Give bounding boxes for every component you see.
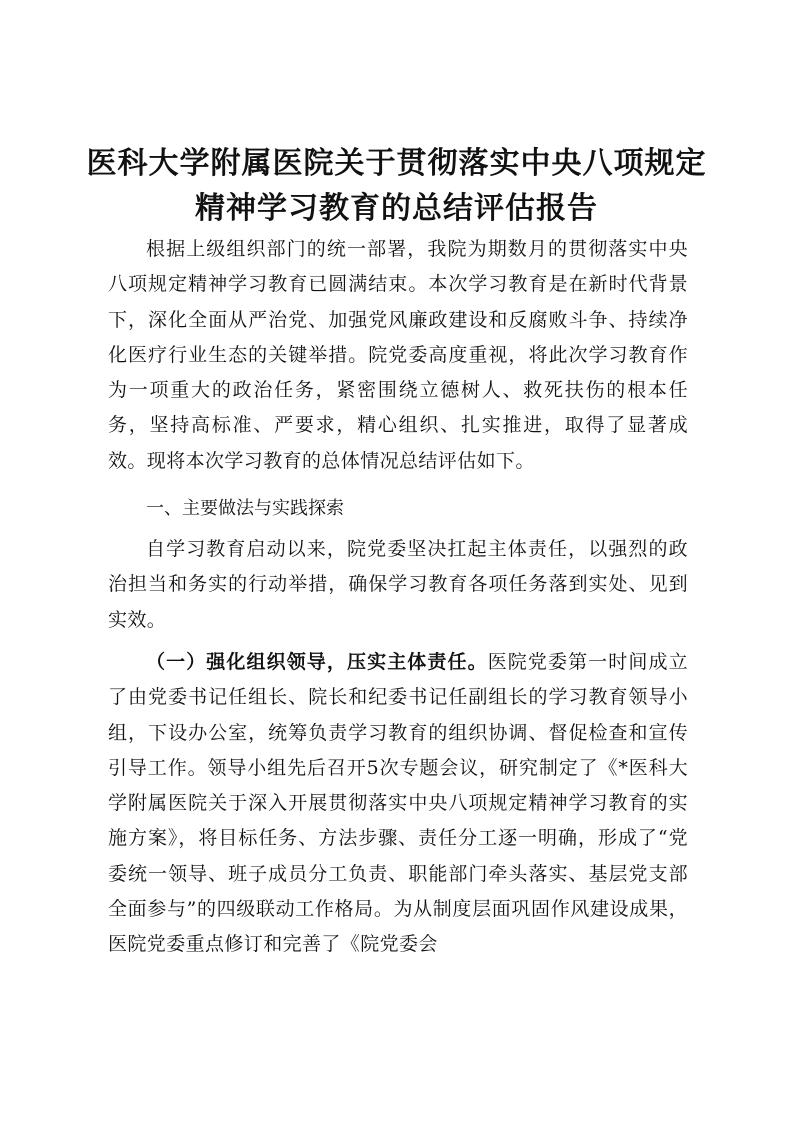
subsection-paragraph-1	[108, 645, 688, 963]
subsection-body-text: 医院党委第一时间成立了由党委书记任组长、院长和纪委书记任副组长的学习教育领导小组，下设办公室，统筹负责学习教育的组织协调、督促检查和宣传引导工作。领导小组先后召开5次专题会议，研究制定了《*医科大学附属医院关于深入开展贯彻落实中央八项规定精神学习教育的实施方案》，将目标任务、方法步骤、责任分工逐一明确，形成了“党委统一领导、班子成员分工负责、职能部门牵头落实、基层党支部全面参与”的四级联动工作格局。为从制度层面巩固作风建设成果，医院党委重点修订和完善了《院党委会	[108, 651, 688, 956]
subsection-lead-text: （一）强化组织领导，压实主体责任。	[146, 651, 488, 673]
section-intro-paragraph: 自学习教育启动以来，院党委坚决扛起主体责任，以强烈的政治担当和务实的行动举措，确保学习教育各项任务落到实处、见到实效。	[108, 538, 688, 631]
document-title-line-1: 医科大学附属医院关于贯彻落实中央八项规定	[86, 146, 707, 181]
section-heading-1: 一、主要做法与实践探索	[146, 498, 344, 519]
document-title-line-2: 精神学习教育的总结评估报告	[195, 191, 598, 226]
intro-paragraph: 根据上级组织部门的统一部署，我院为期数月的贯彻落实中央八项规定精神学习教育已圆满结束。本次学习教育是在新时代背景下，深化全面从严治党、加强党风廉政建设和反腐败斗争、持续净化医疗行业生态的关键举措。院党委高度重视，将此次学习教育作为一项重大的政治任务，紧密围绕立德树人、救死扶伤的根本任务，坚持高标准、严要求，精心组织、扎实推进，取得了显著成效。现将本次学习教育的总体情况总结评估如下。	[108, 238, 688, 472]
